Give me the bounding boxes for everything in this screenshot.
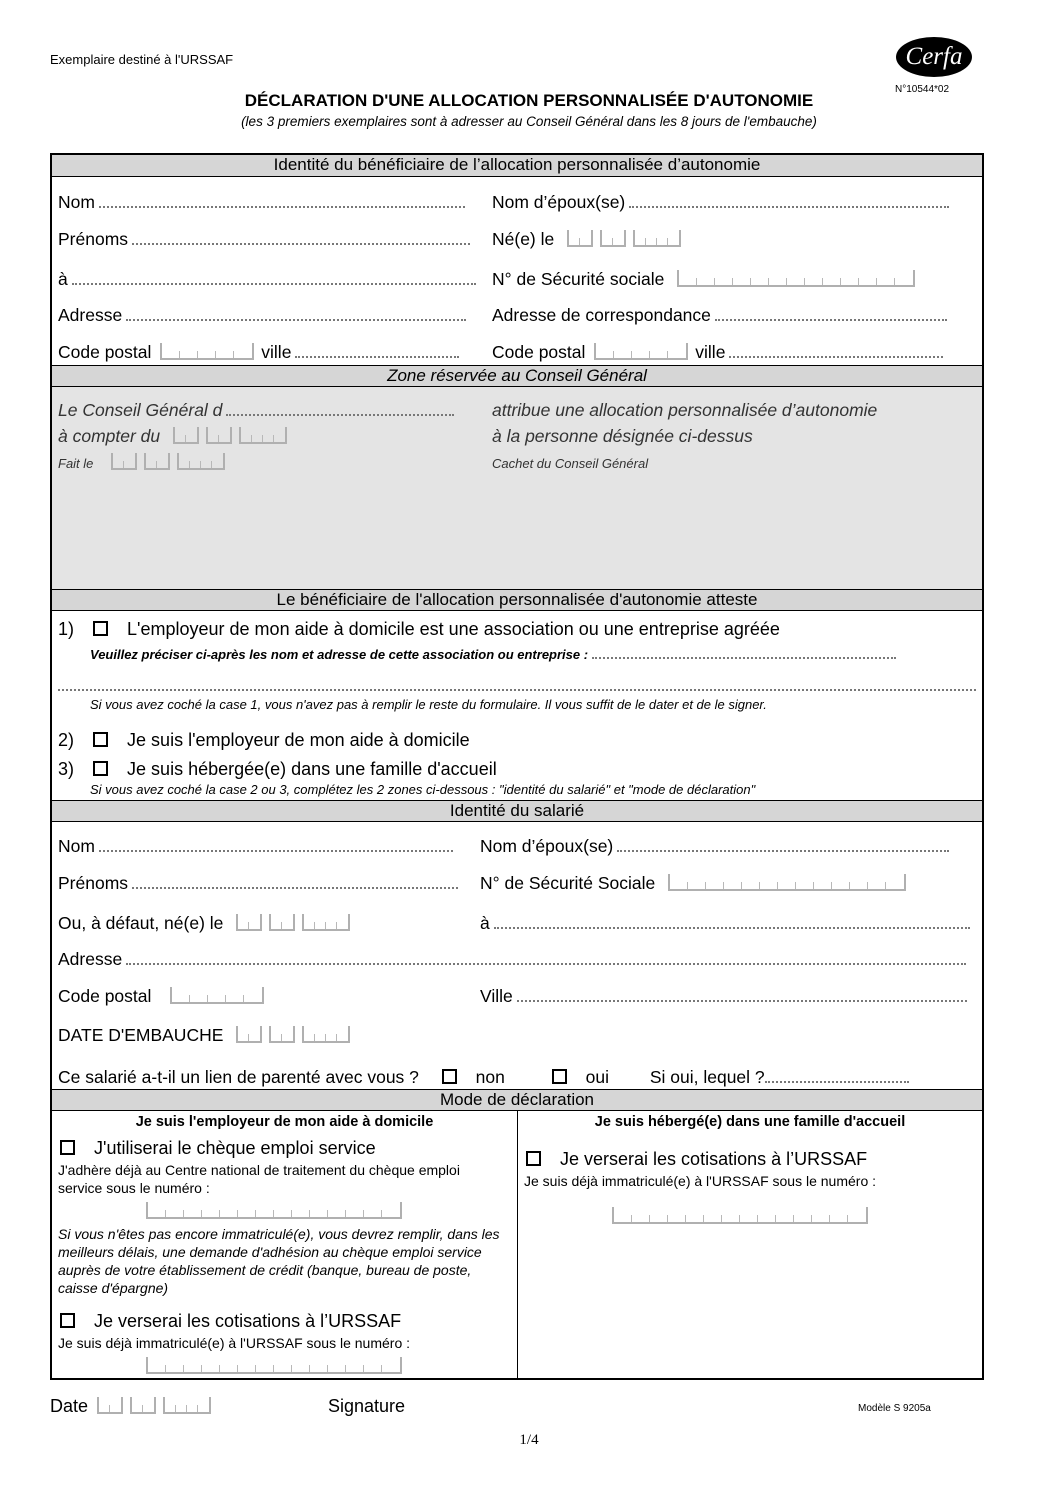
emp-nom-label: Nom xyxy=(58,836,95,856)
option1-hint-field[interactable] xyxy=(90,644,896,666)
cheque-option xyxy=(60,1137,376,1159)
option3-checkbox[interactable] xyxy=(93,761,108,776)
ville-label: ville xyxy=(261,342,292,362)
cerfa-logo: Cerfa xyxy=(896,37,972,77)
option1-hint: Veuillez préciser ci-après les nom et adresse de cette association ou entreprise : xyxy=(90,647,589,662)
kinship-non-checkbox[interactable] xyxy=(442,1069,457,1084)
urssaf-left-number-field[interactable] xyxy=(138,1355,409,1377)
kinship-which-input[interactable] xyxy=(765,1069,909,1083)
emp-birthdate-boxes[interactable] xyxy=(236,914,357,931)
cheque-note: Si vous n'êtes pas encore immatriculé(e), vous devrez remplir, dans les meilleurs délais, une demande d'adhésion au chèque emploi service auprès de votre établissement de crédit (banque, bureau de poste, caisse d'épargne) xyxy=(58,1226,500,1296)
urssaf-right-number-boxes[interactable] xyxy=(612,1207,875,1224)
conseil-heading: Zone réservée au Conseil Général xyxy=(52,365,982,387)
urssaf-left-number-boxes[interactable] xyxy=(146,1357,409,1374)
emp-adresse-label: Adresse xyxy=(58,949,123,969)
conseil-cachet-label: Cachet du Conseil Général xyxy=(492,456,649,471)
option1-row xyxy=(58,618,780,640)
adresse-corresp-label: Adresse de correspondance xyxy=(492,305,711,325)
attest-heading: Le bénéficiaire de l'allocation personnalisée d'autonomie atteste xyxy=(52,589,982,611)
option3-row xyxy=(58,758,497,780)
urssaf-left-option xyxy=(60,1310,401,1332)
cheque-number-boxes[interactable] xyxy=(146,1202,409,1219)
beneficiary-heading: Identité du bénéficiaire de l’allocation personnalisée d’autonomie xyxy=(52,155,982,177)
option2-num: 2) xyxy=(58,730,75,750)
employee-adresse-field[interactable] xyxy=(58,948,966,970)
option3-label: Je suis hébergée(e) dans une famille d'accueil xyxy=(127,759,497,779)
option1-note: Si vous avez coché la case 1, vous n'avez pas à remplir le reste du formulaire. Il vous suffit de le dater et de le signer. xyxy=(90,697,767,712)
form-title: DÉCLARATION D'UNE ALLOCATION PERSONNALISÉE D'AUTONOMIE xyxy=(244,91,814,110)
option3-num: 3) xyxy=(58,759,75,779)
footer-date-field[interactable] xyxy=(50,1396,218,1417)
urssaf-right-label: Je verserai les cotisations à l’URSSAF xyxy=(560,1149,868,1169)
hire-date-label: DATE D'EMBAUCHE xyxy=(58,1025,224,1045)
kinship-question: Ce salarié a-t-il un lien de parenté avec vous ? xyxy=(58,1067,419,1087)
option1-num: 1) xyxy=(58,619,75,639)
start-date-boxes[interactable] xyxy=(173,427,294,444)
nom-label: Nom xyxy=(58,192,95,212)
beneficiary-nom-field[interactable] xyxy=(58,191,465,213)
association-address-input[interactable] xyxy=(58,689,976,691)
secu-label: N° de Sécurité sociale xyxy=(492,269,665,289)
emp-prenoms-label: Prénoms xyxy=(58,873,129,893)
form-subtitle: (les 3 premiers exemplaires sont à adresser au Conseil Général dans les 8 jours de l'embauche) xyxy=(241,114,817,129)
urssaf-left-checkbox[interactable] xyxy=(60,1313,75,1328)
nom-epoux-input[interactable] xyxy=(629,194,949,208)
employee-prenoms-field[interactable] xyxy=(58,872,458,894)
urssaf-right-number-field[interactable] xyxy=(604,1205,875,1227)
option2-label: Je suis l'employeur de mon aide à domicile xyxy=(127,730,470,750)
secu-boxes[interactable] xyxy=(677,270,922,287)
conseil-line1-label: Le Conseil Général d xyxy=(58,400,223,420)
option1-label: L'employeur de mon aide à domicile est une association ou une entreprise agréée xyxy=(127,619,780,639)
a-label: à xyxy=(58,269,68,289)
mode-heading: Mode de déclaration xyxy=(52,1089,982,1111)
urssaf-left-hint: Je suis déjà immatriculé(e) à l'URSSAF sous le numéro : xyxy=(58,1335,411,1351)
option2-row xyxy=(58,729,470,751)
emp-ne-le-label: Ou, à défaut, né(e) le xyxy=(58,913,224,933)
ne-le-label: Né(e) le xyxy=(492,229,555,249)
signature-label: Signature xyxy=(328,1396,406,1416)
ville-2-input[interactable] xyxy=(729,344,943,358)
model-number: Modèle S 9205a xyxy=(858,1403,931,1414)
beneficiary-adresse-field[interactable] xyxy=(58,304,466,326)
employee-heading: Identité du salarié xyxy=(52,800,982,822)
code-postal-label: Code postal xyxy=(58,342,152,362)
conseil-dept-field[interactable] xyxy=(58,399,454,421)
emp-ville-label: Ville xyxy=(480,986,513,1006)
emp-a-label: à xyxy=(480,913,490,933)
fait-le-label: Fait le xyxy=(58,456,94,471)
option1-checkbox[interactable] xyxy=(93,621,108,636)
birthdate-boxes[interactable] xyxy=(567,230,688,247)
nom-input[interactable] xyxy=(99,194,465,208)
hire-date-boxes[interactable] xyxy=(236,1026,357,1043)
urssaf-right-checkbox[interactable] xyxy=(526,1151,541,1166)
birthplace-input[interactable] xyxy=(72,271,476,285)
mode-column-divider xyxy=(517,1111,518,1380)
kinship-oui-label: oui xyxy=(585,1067,609,1087)
conseil-fait-le-field[interactable] xyxy=(58,453,232,475)
form-frame xyxy=(50,153,984,1380)
a-compter-label: à compter du xyxy=(58,426,161,446)
cerfa-number: N°10544*02 xyxy=(895,84,950,95)
date-label: Date xyxy=(50,1396,89,1416)
kinship-which-label: Si oui, lequel ? xyxy=(649,1067,765,1087)
conseil-start-date-field[interactable] xyxy=(58,425,294,447)
cheque-number-field[interactable] xyxy=(138,1200,409,1222)
employee-secu-field[interactable] xyxy=(480,872,913,894)
emp-code-postal-boxes[interactable] xyxy=(170,987,271,1004)
code-postal-2-label: Code postal xyxy=(492,342,586,362)
association-name-input[interactable] xyxy=(592,645,896,659)
beneficiary-nom-epoux-field[interactable] xyxy=(492,191,949,213)
cheque-hint: J'adhère déjà au Centre national de traitement du chèque emploi service sous le numéro : xyxy=(58,1162,460,1196)
conseil-line2-right: à la personne désignée ci-dessus xyxy=(492,426,753,446)
option2-checkbox[interactable] xyxy=(93,732,108,747)
conseil-line1-right: attribue une allocation personnalisée d’autonomie xyxy=(492,400,878,420)
adresse-input[interactable] xyxy=(126,307,466,321)
beneficiary-prenoms-field[interactable] xyxy=(58,228,470,250)
employee-nom-epoux-field[interactable] xyxy=(480,835,949,857)
ville-input[interactable] xyxy=(295,344,459,358)
emp-adresse-input[interactable] xyxy=(126,951,966,965)
emp-birthplace-input[interactable] xyxy=(494,915,970,929)
employee-nom-field[interactable] xyxy=(58,835,453,857)
beneficiary-birthplace-field[interactable] xyxy=(58,268,476,290)
emp-code-postal-label: Code postal xyxy=(58,986,152,1006)
beneficiary-codepostal-field[interactable] xyxy=(58,341,459,363)
employee-ville-field[interactable] xyxy=(480,985,967,1007)
beneficiary-birthdate-field[interactable] xyxy=(492,228,688,250)
emp-secu-label: N° de Sécurité Sociale xyxy=(480,873,656,893)
kinship-non-label: non xyxy=(475,1067,505,1087)
cheque-checkbox[interactable] xyxy=(60,1140,75,1155)
page-number: 1/4 xyxy=(519,1432,539,1448)
employee-hire-date-field[interactable] xyxy=(58,1024,357,1046)
option23-note: Si vous avez coché la case 2 ou 3, complétez les 2 zones ci-dessous : "identité du salarié" et "mode de déclaration" xyxy=(90,782,756,797)
adresse-label: Adresse xyxy=(58,305,123,325)
emp-secu-boxes[interactable] xyxy=(668,874,913,891)
prenoms-label: Prénoms xyxy=(58,229,129,249)
urssaf-right-option xyxy=(526,1148,867,1170)
footer-date-boxes[interactable] xyxy=(97,1397,218,1414)
mode-right-heading: Je suis hébergé(e) dans une famille d'accueil xyxy=(594,1114,906,1130)
code-postal-boxes[interactable] xyxy=(160,343,261,360)
emp-nom-input[interactable] xyxy=(99,838,453,852)
urssaf-left-label: Je verserai les cotisations à l’URSSAF xyxy=(94,1311,402,1331)
employee-kinship-row xyxy=(58,1066,909,1088)
prenoms-input[interactable] xyxy=(132,231,470,245)
kinship-oui-checkbox[interactable] xyxy=(552,1069,567,1084)
emp-prenoms-input[interactable] xyxy=(132,875,458,889)
nom-epoux-label: Nom d’époux(se) xyxy=(492,192,626,212)
beneficiary-secu-field[interactable] xyxy=(492,268,922,290)
ville-2-label: ville xyxy=(695,342,726,362)
adresse-corresp-input[interactable] xyxy=(715,307,947,321)
urssaf-right-hint: Je suis déjà immatriculé(e) à l'URSSAF sous le numéro : xyxy=(524,1173,877,1189)
emp-nom-epoux-input[interactable] xyxy=(617,838,949,852)
beneficiary-codepostal-2-field[interactable] xyxy=(492,341,943,363)
mode-left-heading: Je suis l'employeur de mon aide à domicile xyxy=(135,1114,434,1130)
employee-birthdate-field[interactable] xyxy=(58,912,357,934)
code-postal-2-boxes[interactable] xyxy=(594,343,695,360)
emp-ville-input[interactable] xyxy=(517,988,967,1002)
cheque-label: J'utiliserai le chèque emploi service xyxy=(94,1138,376,1158)
copy-label: Exemplaire destiné à l'URSSAF xyxy=(50,52,234,67)
fait-le-boxes[interactable] xyxy=(111,453,232,470)
employee-birthplace-field[interactable] xyxy=(480,912,970,934)
beneficiary-adresse-corresp-field[interactable] xyxy=(492,304,947,326)
emp-nom-epoux-label: Nom d’époux(se) xyxy=(480,836,614,856)
conseil-dept-input[interactable] xyxy=(226,402,454,416)
employee-codepostal-field[interactable] xyxy=(58,985,271,1007)
